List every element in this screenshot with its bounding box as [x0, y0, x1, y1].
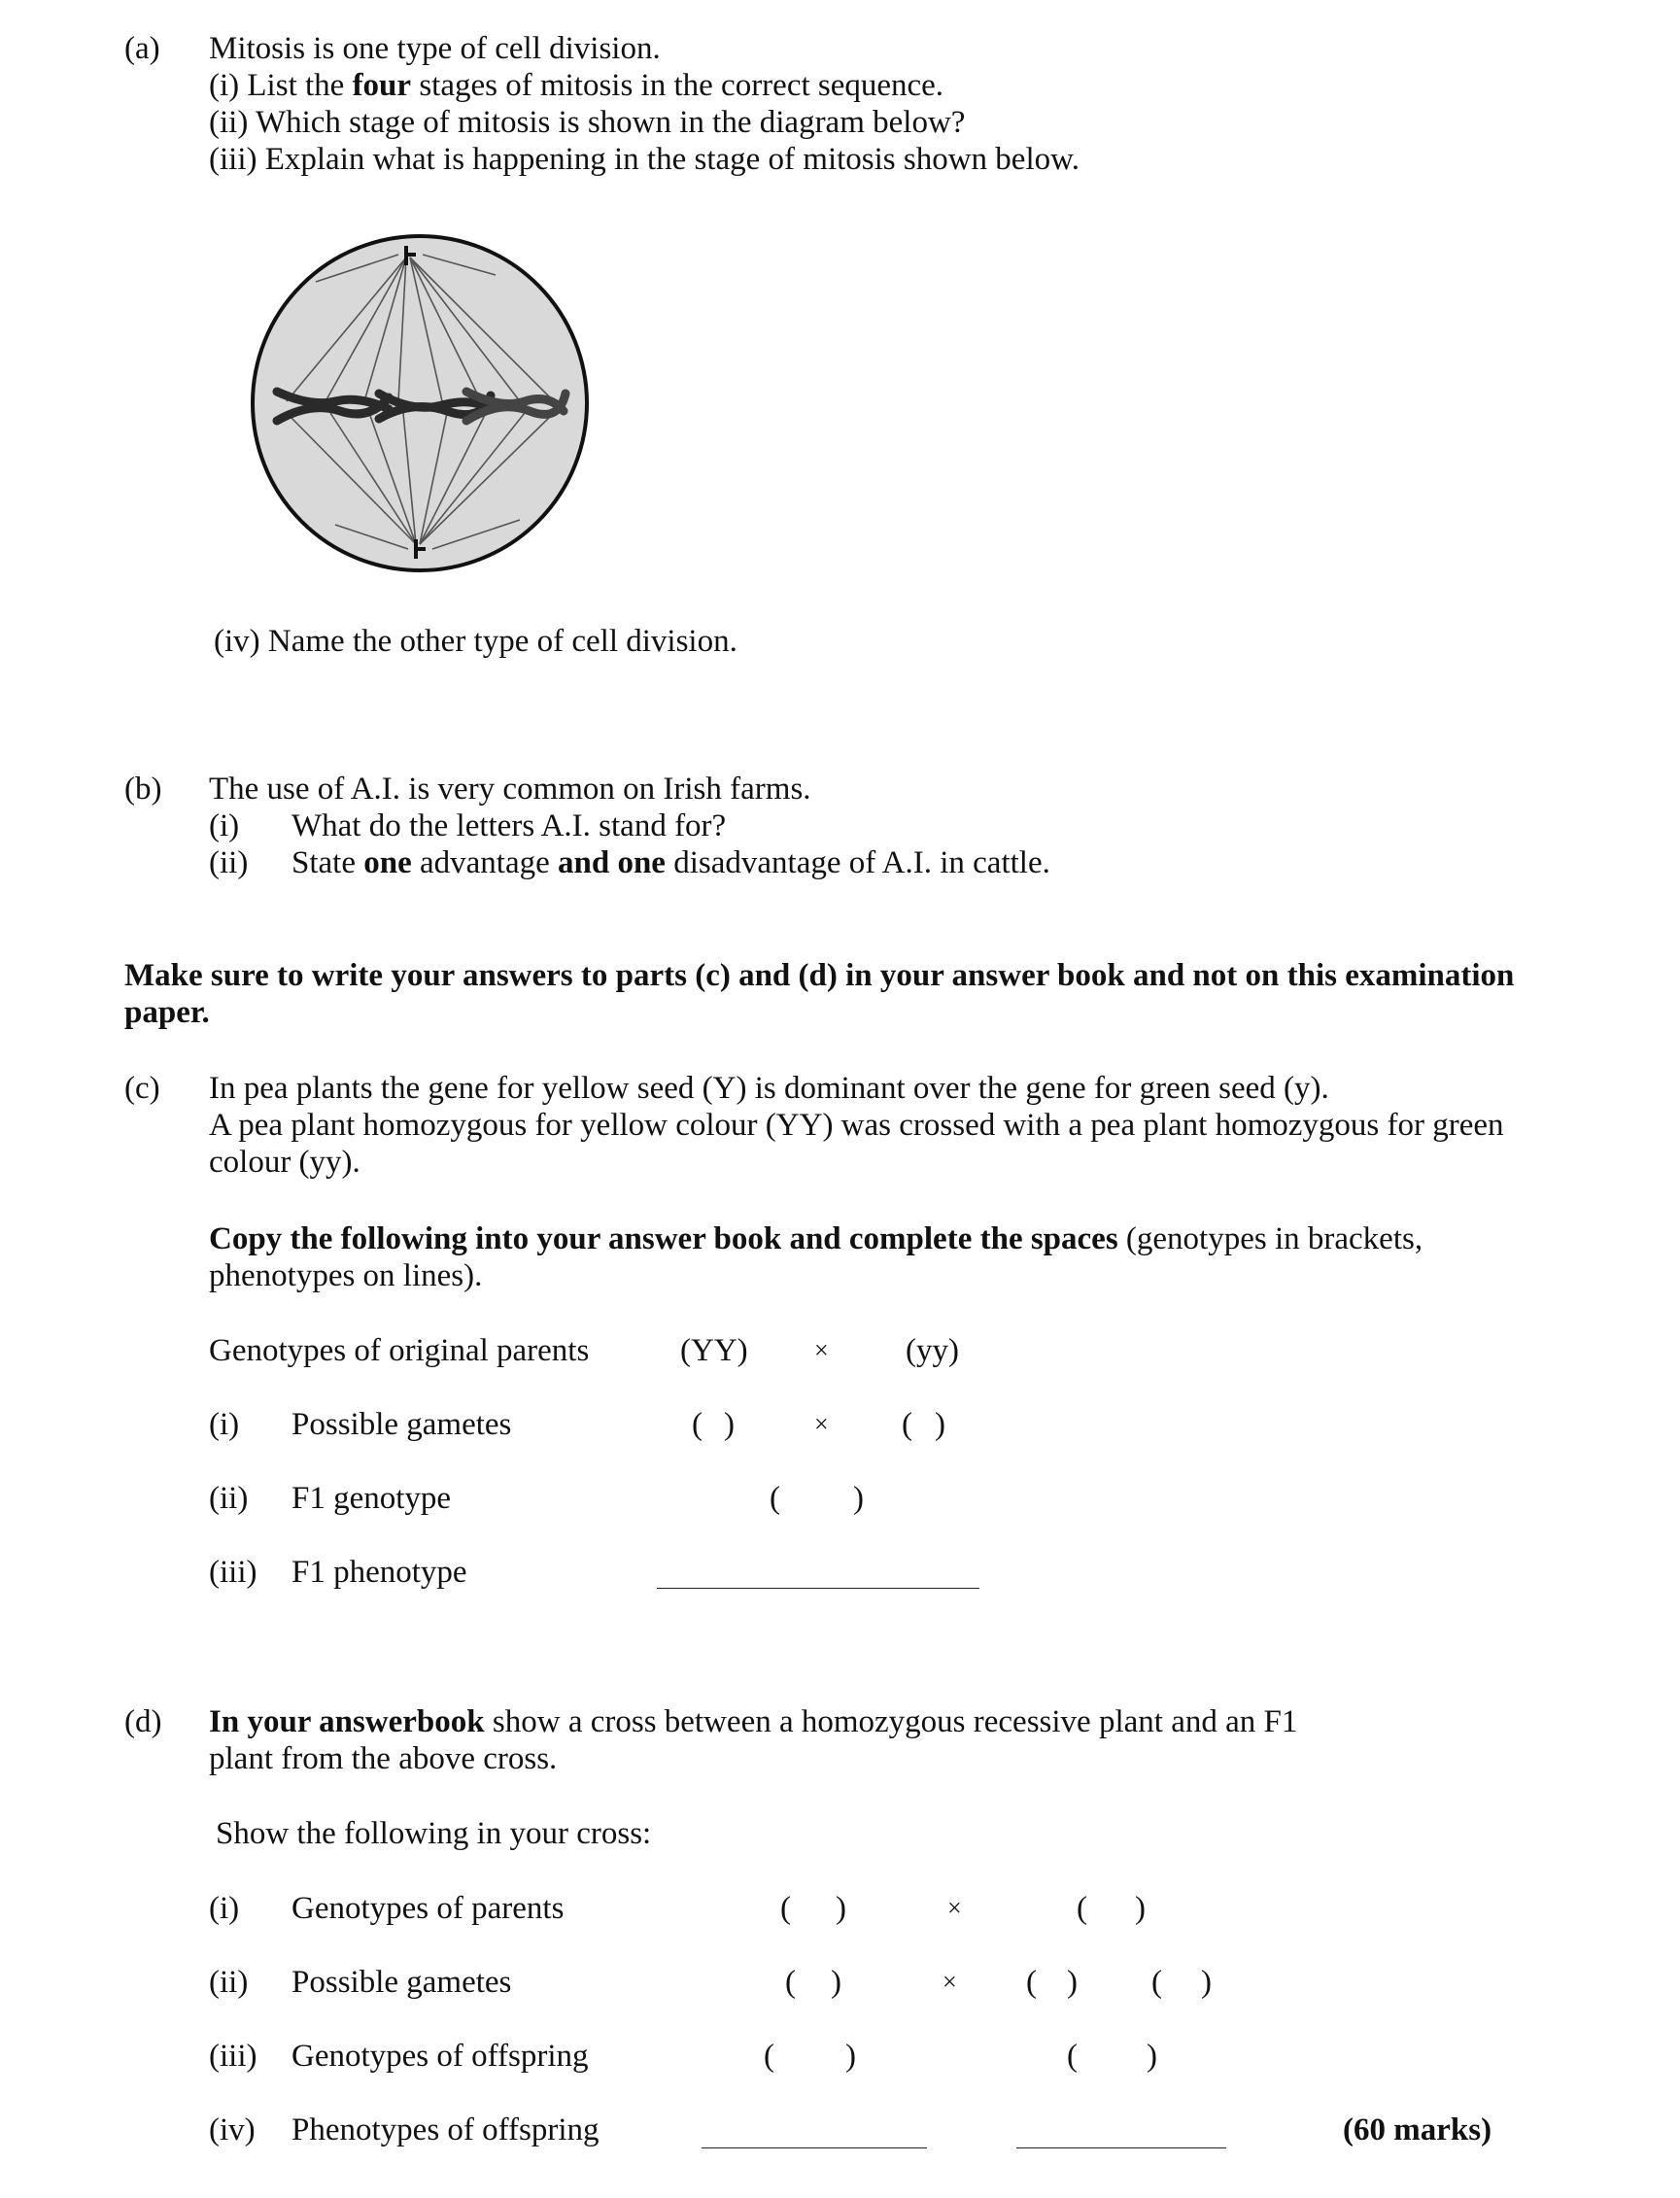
part-d-label: (d): [124, 1704, 162, 1739]
part-d-row-ii-number: (ii): [209, 1965, 249, 2000]
bracket-open: (: [1151, 1965, 1162, 2000]
mitosis-cell-diagram: [243, 228, 598, 583]
part-c-row-i-number: (i): [209, 1407, 240, 1442]
part-c-line-1: In pea plants the gene for yellow seed (Y) is dominant over the gene for green seed (y).: [209, 1071, 1329, 1106]
part-a-intro: Mitosis is one type of cell division.: [209, 31, 661, 66]
bracket-close: ): [853, 1481, 864, 1516]
notice-line-1: Make sure to write your answers to parts (c) and (d) in your answer book and not on this examination: [124, 958, 1515, 993]
part-c-line-3: colour (yy).: [209, 1145, 360, 1180]
part-d-row-i-number: (i): [209, 1891, 240, 1926]
part-d-show-instruction: Show the following in your cross:: [216, 1816, 652, 1851]
part-d-line-1: In your answerbook show a cross between a homozygous recessive plant and an F1: [209, 1704, 1298, 1739]
part-b-q1-text: What do the letters A.I. stand for?: [291, 808, 727, 843]
bracket-open: (: [770, 1481, 780, 1516]
part-a-label: (a): [124, 31, 160, 66]
total-marks: (60 marks): [1343, 2112, 1492, 2147]
part-c-label: (c): [124, 1071, 160, 1106]
bracket-open: (: [1077, 1891, 1087, 1926]
part-b-q1-number: (i): [209, 808, 240, 843]
part-c-row-ii-label: F1 genotype: [291, 1481, 452, 1516]
bracket-close: ): [836, 1891, 846, 1926]
bracket-close: ): [1135, 1891, 1146, 1926]
part-d-row-iii-number: (iii): [209, 2039, 257, 2074]
bracket-close: ): [724, 1407, 735, 1442]
bracket-open: (: [1067, 2039, 1078, 2074]
cross-symbol: ×: [943, 1968, 957, 1996]
cross-symbol: ×: [814, 1336, 829, 1364]
part-c-row-iii-number: (iii): [209, 1555, 257, 1590]
original-parents-label: Genotypes of original parents: [209, 1333, 590, 1368]
cross-symbol: ×: [947, 1894, 962, 1922]
part-a-question-ii: (ii) Which stage of mitosis is shown in the diagram below?: [209, 105, 966, 140]
f1-phenotype-answer-line: [657, 1588, 979, 1589]
part-c-row-iii-label: F1 phenotype: [291, 1555, 467, 1590]
bracket-open: (: [764, 2039, 774, 2074]
part-c-row-ii-number: (ii): [209, 1481, 249, 1516]
part-a-question-i: (i) List the four stages of mitosis in the correct sequence.: [209, 68, 944, 103]
bracket-close: ): [1147, 2039, 1157, 2074]
part-d-row-ii-label: Possible gametes: [291, 1965, 512, 2000]
offspring-phenotype-answer-line-2: [1016, 2147, 1226, 2148]
offspring-phenotype-answer-line-1: [702, 2147, 927, 2148]
part-d-row-iv-number: (iv): [209, 2112, 256, 2147]
part-c-copy-instruction: Copy the following into your answer book and complete the spaces (genotypes in brackets,: [209, 1221, 1423, 1256]
bracket-open: (: [785, 1965, 796, 2000]
bracket-close: ): [935, 1407, 945, 1442]
part-b-q2-number: (ii): [209, 845, 249, 880]
part-d-row-iii-label: Genotypes of offspring: [291, 2039, 589, 2074]
bracket-close: ): [1067, 1965, 1078, 2000]
part-d-line-2: plant from the above cross.: [209, 1741, 558, 1776]
bracket-open: (: [692, 1407, 703, 1442]
part-a-question-iv: (iv) Name the other type of cell division.: [214, 624, 737, 659]
bracket-close: ): [831, 1965, 841, 2000]
part-b-label: (b): [124, 772, 162, 807]
bracket-close: ): [1201, 1965, 1212, 2000]
cross-symbol: ×: [814, 1410, 829, 1438]
part-d-row-iv-label: Phenotypes of offspring: [291, 2112, 600, 2147]
part-a-question-iii: (iii) Explain what is happening in the stage of mitosis shown below.: [209, 142, 1080, 177]
part-c-line-2: A pea plant homozygous for yellow colour (YY) was crossed with a pea plant homozygous for green: [209, 1108, 1504, 1143]
parent-1-genotype: (YY): [680, 1333, 748, 1368]
parent-2-genotype: (yy): [906, 1333, 959, 1368]
part-c-copy-instruction-2: phenotypes on lines).: [209, 1258, 483, 1293]
part-c-row-i-label: Possible gametes: [291, 1407, 512, 1442]
bracket-close: ): [845, 2039, 856, 2074]
notice-line-2: paper.: [124, 995, 210, 1030]
part-b-q2-text: State one advantage and one disadvantage of A.I. in cattle.: [291, 845, 1050, 880]
bracket-open: (: [1026, 1965, 1037, 2000]
bracket-open: (: [780, 1891, 791, 1926]
bracket-open: (: [902, 1407, 912, 1442]
part-d-row-i-label: Genotypes of parents: [291, 1891, 565, 1926]
part-b-intro: The use of A.I. is very common on Irish farms.: [209, 772, 811, 807]
